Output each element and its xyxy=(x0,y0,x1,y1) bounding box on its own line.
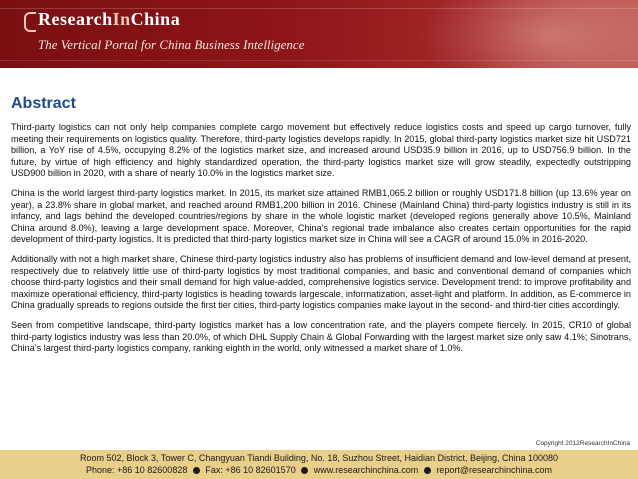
bullet-icon xyxy=(193,467,200,474)
bullet-icon xyxy=(301,467,308,474)
footer-fax: Fax: +86 10 82601570 xyxy=(205,465,296,475)
paragraph-3: Additionally with not a high market share, Chinese third-party logistics industry also has problems of insufficient demand and low-level demand at present, respectively due to relatively little use of third-party logistics by most traditional companies, and basic and conventional demand of companies which choose third-party logistics and their small demand for high value-added, comprehensive logistics service. Development trend: to improve profitability and maximize operational efficiency, third-party logistics is heading towards largescale, informatization, asset-light and platform. In addition, as E-commerce in China gradually spreads to regions outside the first tier cities, third-party logistics companies make layout in the second- and third-tier cities accordingly. xyxy=(11,253,631,311)
paragraph-2: China is the world largest third-party logistics market. In 2015, its market size attained RMB1,065.2 billion or roughly USD171.8 billion (up 13.6% year on year), a 23.8% share in global market, and reached around RMB1,200 billion in 2016. Chinese (Mainland China) third-party logistics industry is still in its infancy, and lags behind the developed countries/regions by share in the whole logistic market (developed regions generally above 10.5%, Mainland China around 8.0%), leaving a large development space. Moreover, China’s regional trade imbalance also creates certain opportunities for the rapid development of third-party logistics. It is predicted that third-party logistics market size in China will see a CAGR of around 15.0% in 2016-2020. xyxy=(11,187,631,245)
paragraph-4: Seen from competitive landscape, third-party logistics market has a low concentration rate, and the players compete fiercely. In 2015, CR10 of global third-party logistics industry was less than 20.0%, of which DHL Supply Chain & Global Forwarding with the largest market size only saw 4.1%; Sinotrans, China’s largest third-party logistics company, ranking eighth in the world, only witnessed a market share of 1.0%. xyxy=(11,319,631,354)
abstract-body xyxy=(11,122,631,363)
logo-in: In xyxy=(112,9,131,29)
logo xyxy=(38,9,180,30)
logo-prefix: Research xyxy=(38,9,113,29)
footer-website[interactable]: www.researchinchina.com xyxy=(313,465,419,475)
tagline: The Vertical Portal for China Business Intelligence xyxy=(38,37,305,52)
logo-suffix: China xyxy=(130,9,181,29)
copyright-note: Copyright 2012ResearchInChina xyxy=(535,440,630,447)
banner-glow xyxy=(418,0,638,68)
bullet-icon xyxy=(424,467,431,474)
page-title: Abstract xyxy=(11,95,76,112)
header-banner xyxy=(0,0,638,68)
footer-address: Room 502, Block 3, Tower C, Changyuan Tiandi Building, No. 18, Suzhou Street, Haidian District, Beijing, China 100080 xyxy=(79,453,559,463)
footer xyxy=(0,450,638,479)
logo-bracket-icon xyxy=(24,12,36,32)
footer-email[interactable]: report@researchinchina.com xyxy=(436,465,552,475)
paragraph-1: Third-party logistics can not only help companies complete cargo movement but effectively reduce logistics costs and speed up cargo turnover, fully meeting their requirements on logistics quality. Therefore, third-party logistics develops rapidly. In 2015, global third-party logistics market size hit USD721 billion, a YoY rise of 4.5%, occupying 8.2% of the logistics market size, and increased around USD35.9 billion in 2016, up to USD756.9 billion. In the future, by virtue of high efficiency and highly standardized operation, the third-party logistics market size will grow steadily, expectedly outstripping USD900 billion in 2020, with a share of nearly 10.0% in the logistics market size. xyxy=(11,122,631,179)
footer-contacts xyxy=(0,465,638,475)
footer-phone: Phone: +86 10 82600828 xyxy=(85,465,188,475)
